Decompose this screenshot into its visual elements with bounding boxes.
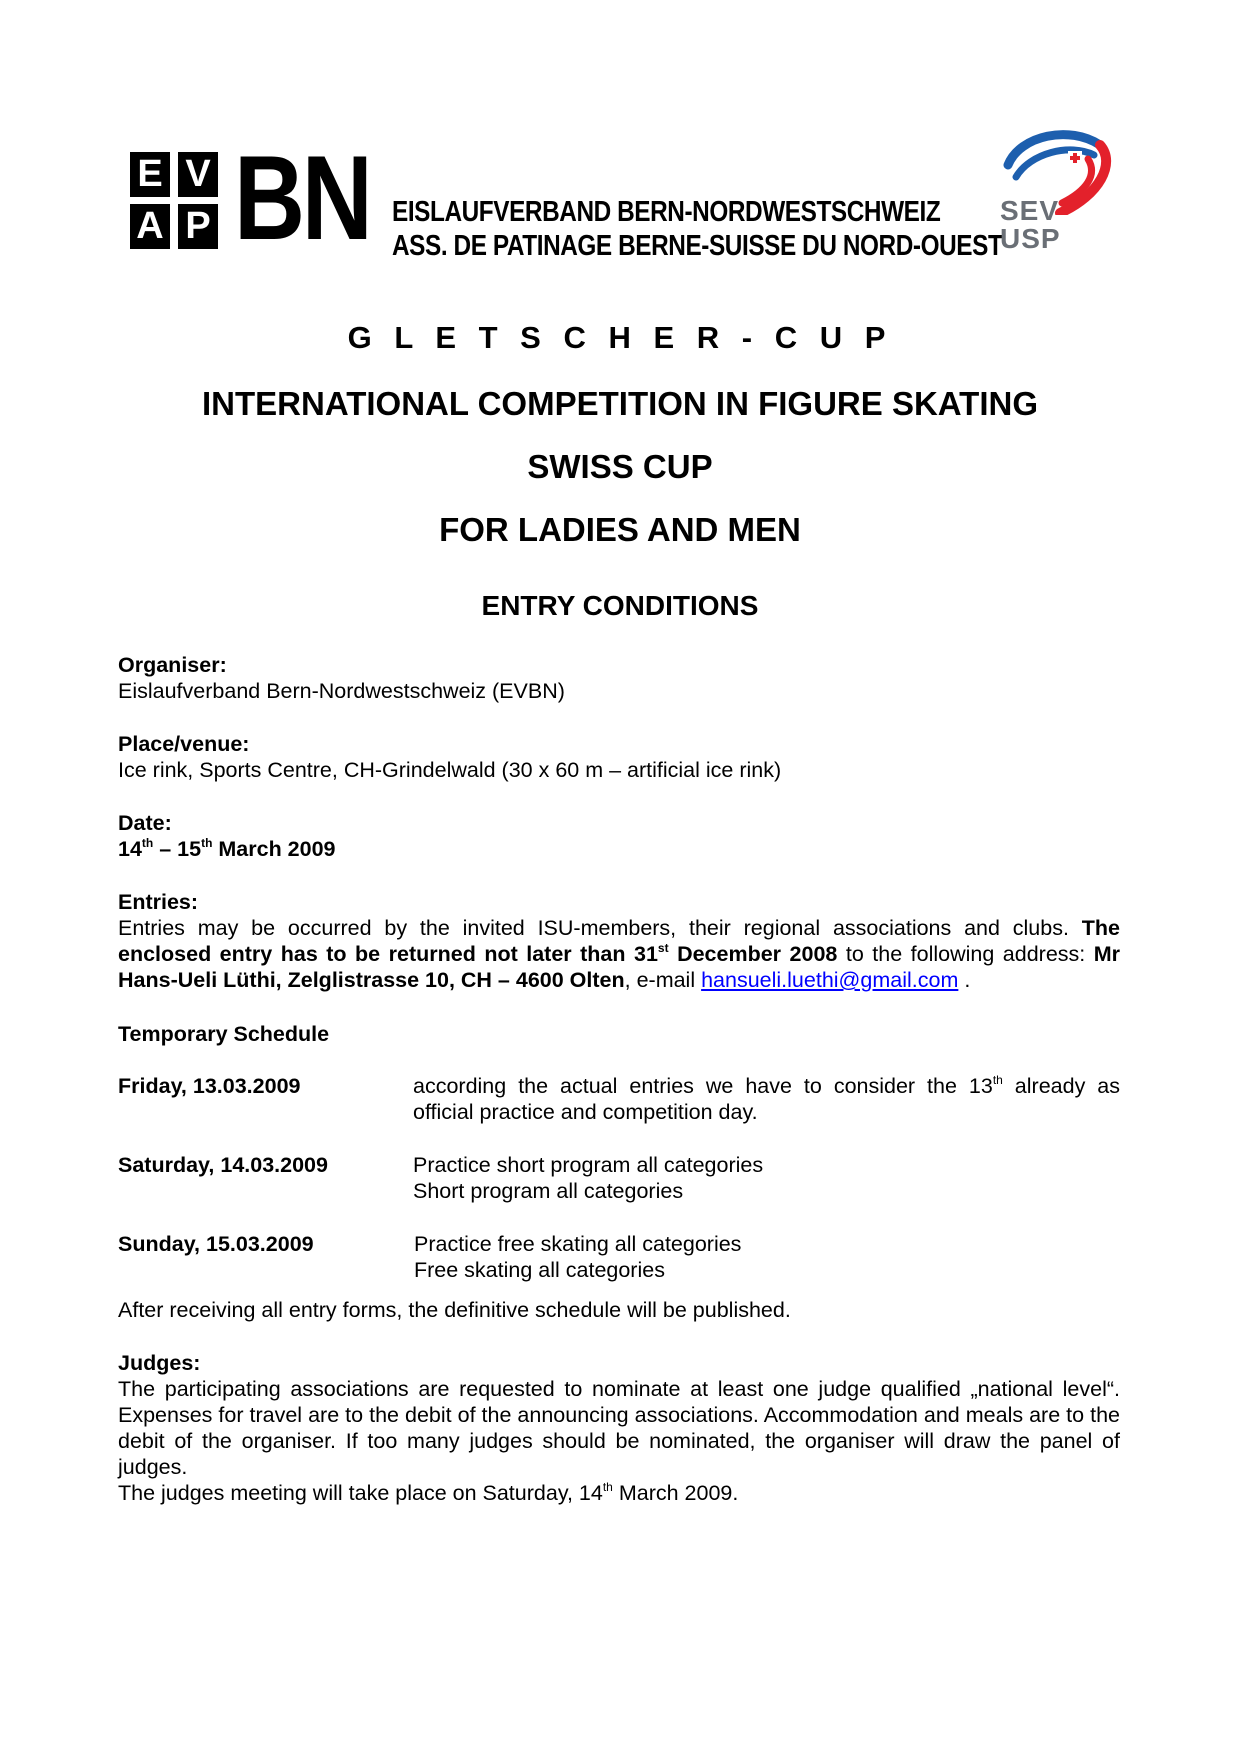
usp-text: USP bbox=[1000, 223, 1061, 254]
entries-label: Entries: bbox=[118, 890, 199, 914]
title-competition: INTERNATIONAL COMPETITION IN FIGURE SKATING bbox=[202, 385, 1038, 422]
title-gletscher-cup: G L E T S C H E R - C U P bbox=[347, 320, 893, 355]
schedule-day-friday: Friday, 13.03.2009 bbox=[118, 1074, 301, 1098]
schedule-desc-friday bbox=[413, 1073, 1126, 1125]
date-day-end: 15 bbox=[177, 837, 202, 861]
logo-letter-p: P bbox=[178, 204, 218, 249]
date-month-year: March 2009 bbox=[212, 837, 336, 861]
date-sup-end: th bbox=[201, 836, 213, 850]
title-swiss-cup: SWISS CUP bbox=[527, 448, 713, 485]
schedule-desc-saturday bbox=[413, 1152, 1120, 1204]
title-ladies-men: FOR LADIES AND MEN bbox=[439, 511, 801, 548]
schedule-sunday-item-2: Free skating all categories bbox=[414, 1258, 665, 1282]
judges-meeting-text-b: March 2009. bbox=[612, 1481, 739, 1505]
title-entry-conditions: ENTRY CONDITIONS bbox=[481, 590, 759, 621]
schedule-day-saturday: Saturday, 14.03.2009 bbox=[118, 1153, 328, 1177]
logo-big-letters: BN bbox=[234, 131, 370, 265]
assoc-name-french: ASS. DE PATINAGE BERNE-SUISSE DU NORD-OUEST bbox=[392, 230, 1003, 262]
venue-text: Ice rink, Sports Centre, CH-Grindelwald (30 x 60 m – artificial ice rink) bbox=[118, 758, 782, 782]
entries-deadline: The enclosed entry has to be returned not later than 31 bbox=[118, 916, 1120, 966]
schedule-sunday-item-1: Practice free skating all categories bbox=[414, 1232, 742, 1256]
sev-text: SEV bbox=[1000, 195, 1060, 226]
entries-deadline-sup: st bbox=[657, 941, 669, 955]
schedule-saturday-item-2: Short program all categories bbox=[413, 1179, 684, 1203]
schedule-label-text: Temporary Schedule bbox=[118, 1022, 330, 1046]
judges-label: Judges: bbox=[118, 1351, 201, 1375]
judges-section bbox=[118, 1350, 1120, 1506]
schedule-desc-sunday bbox=[414, 1231, 1121, 1283]
schedule-friday-text-b: already as official practice and competition day. bbox=[413, 1074, 1126, 1124]
date-sup-start: th bbox=[141, 836, 154, 850]
logo-letter-e: E bbox=[130, 152, 170, 197]
entries-email-link[interactable]: hansueli.luethi@gmail.com bbox=[701, 968, 959, 992]
date-section bbox=[118, 810, 1120, 862]
judges-meeting-sup: th bbox=[602, 1480, 613, 1494]
organiser-label: Organiser: bbox=[118, 653, 227, 677]
entries-text bbox=[118, 915, 1120, 993]
schedule-day-sunday: Sunday, 15.03.2009 bbox=[118, 1232, 314, 1256]
date-day-start: 14 bbox=[118, 837, 142, 861]
schedule-note: After receiving all entry forms, the definitive schedule will be published. bbox=[118, 1298, 791, 1322]
schedule-label bbox=[118, 1021, 1120, 1047]
judges-text: The participating associations are requested to nominate at least one judge qualified „national level“. Expenses for travel are to the debit of the announcing associations. Accommodation and meals are to the debit of the organiser. If too many judges should be nominated, the organiser will draw the panel of judges. bbox=[118, 1377, 1120, 1479]
logo-letter-a: A bbox=[130, 204, 170, 249]
entries-deadline-end: December 2008 bbox=[668, 942, 838, 966]
judges-meeting bbox=[118, 1480, 1120, 1506]
schedule-friday-text-a: according the actual entries we have to consider the 13 bbox=[413, 1074, 993, 1098]
entries-email-prefix: , e-mail bbox=[624, 968, 702, 992]
logo-letter-v: V bbox=[178, 152, 218, 197]
schedule-friday-sup: th bbox=[992, 1073, 1003, 1087]
date-sep: – bbox=[153, 837, 178, 861]
entries-to-address: to the following address: bbox=[837, 942, 1094, 966]
date-text bbox=[118, 836, 1120, 862]
date-label: Date: bbox=[118, 811, 172, 835]
entries-section bbox=[118, 889, 1120, 993]
sev-usp-logo bbox=[990, 125, 1120, 265]
entries-end: . bbox=[958, 968, 971, 992]
judges-meeting-text-a: The judges meeting will take place on Saturday, 14 bbox=[118, 1481, 603, 1505]
venue-section bbox=[118, 731, 1120, 783]
organiser-text: Eislaufverband Bern-Nordwestschweiz (EVBN) bbox=[118, 679, 565, 703]
schedule-saturday-item-1: Practice short program all categories bbox=[413, 1153, 764, 1177]
evbn-logo bbox=[130, 131, 1003, 265]
entries-intro: Entries may be occurred by the invited ISU-members, their regional associations and clubs. bbox=[118, 916, 1082, 940]
organiser-section bbox=[118, 652, 1120, 704]
venue-label: Place/venue: bbox=[118, 732, 250, 756]
entries-address: Mr Hans-Ueli Lüthi, Zelglistrasse 10, CH – 4600 Olten bbox=[118, 942, 1121, 992]
assoc-name-german: EISLAUFVERBAND BERN-NORDWESTSCHWEIZ bbox=[392, 196, 941, 228]
